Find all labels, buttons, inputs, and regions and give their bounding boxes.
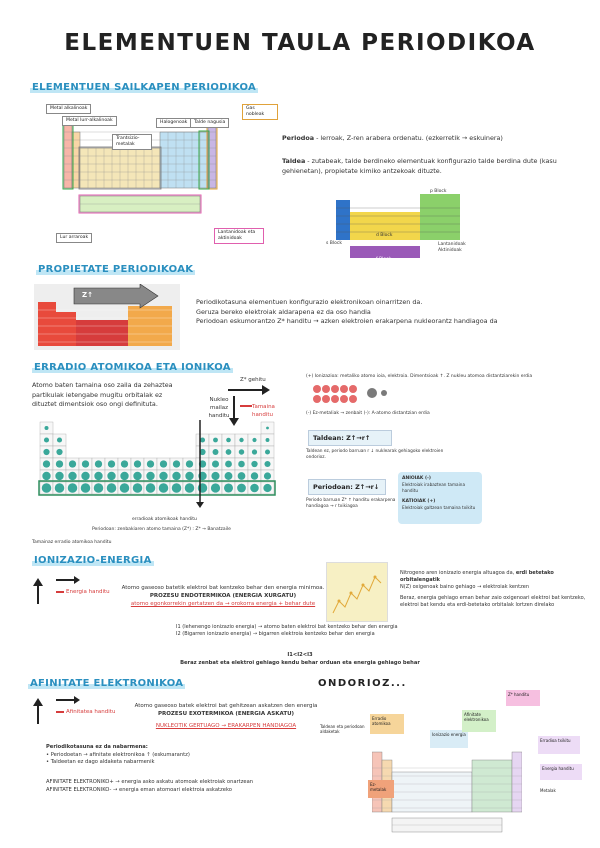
ionization-nitrogen-note [400, 570, 590, 609]
ionization-line-2: PROZESU ENDOTERMIKOA (ENERGIA XURGATU) [149, 593, 297, 599]
radius-dot [68, 472, 76, 480]
radius-dot [95, 460, 102, 467]
affinity-arrow-label: Afinitatea handitu [66, 709, 116, 715]
radius-dot [159, 472, 167, 480]
radius-dot [172, 472, 180, 480]
radius-dot [120, 483, 130, 493]
ionization-arrow-label: Energia handitu [66, 589, 110, 595]
radius-dot [225, 472, 233, 480]
radius-dot [57, 437, 62, 442]
ionization-line-1: Atomo gaseoso batetik elektroi bat kentzeko behar den energia minimoa. [121, 585, 325, 591]
radius-dot [81, 472, 89, 480]
radius-dot [264, 461, 270, 467]
affinity-definition [126, 702, 326, 730]
label-noble-gases: Gas nobleak [242, 104, 278, 120]
group-radius-box: Taldean: Z↑→r↑ [308, 430, 392, 446]
period-radius-box: Periodoan: Z↑→r↓ [308, 479, 386, 495]
period-definition: Periodoa - lerroak, Z-ren arabera ordenatu. (ezkerretik → eskuinera) [282, 134, 503, 142]
radius-dot [239, 438, 243, 442]
properties-text [196, 298, 576, 327]
label-lanthanides: Lantanidoak eta aktinidoak [214, 228, 264, 244]
radius-dot [56, 460, 63, 467]
radius-dot [251, 461, 257, 467]
radius-dot [43, 449, 49, 455]
affinity-line-3: NUKLEOTIK GERTUAGO → ERAKARPEN HANDIAGOA [155, 723, 297, 729]
radius-dot [107, 483, 117, 493]
radius-dot [42, 483, 52, 493]
radius-dot [94, 483, 104, 493]
label-d-block: d Block [376, 233, 393, 238]
summary-note-metals: Metalak [540, 788, 556, 793]
properties-line-2: Geruza bereko elektroiak aldarapena ez da oso handia [196, 307, 371, 316]
nitrogen-line-2: N(Z) oxigenoak baino gehiago → elektroiak kentzen [400, 584, 529, 590]
radius-dot [211, 483, 220, 492]
properties-line-1: Periodikotasuna elementuen konfigurazio elektronikoan oinarritzen da. [196, 298, 423, 306]
summary-panel [316, 676, 584, 840]
page-title: ELEMENTUEN TAULA PERIODIKOA [64, 30, 536, 56]
affinity-line-2: PROZESU EXOTERMIKOA (ENERGIA ASKATU) [157, 711, 295, 717]
radius-dot [94, 472, 102, 480]
radius-dot [266, 427, 269, 430]
nitrogen-line-1: Nitrogeno aren ionizazio energia altuagoa da, [400, 570, 516, 576]
radius-dot [185, 472, 193, 480]
affinity-line-1: Atomo gaseoso batek elektroi bat gehitzean askatzen den energia [134, 703, 318, 709]
label-p-block: p Block [430, 189, 447, 194]
affinity-arrows [30, 694, 130, 730]
ion-diagrams [306, 374, 582, 422]
affinity-def-positive: AFINITATE ELEKTRONIKO+ → energia asko askatu atomoak elektroiak onartzean [46, 779, 254, 785]
radius-dot [238, 461, 245, 468]
radius-dot [211, 472, 219, 480]
summary-heading: ONDORIOZ... [318, 678, 407, 689]
radius-dot [81, 483, 91, 493]
label-rare-earth: Lur arraroak [56, 233, 92, 243]
radius-dot [55, 472, 63, 480]
section-heading-properties: PROPIETATE PERIODIKOAK [38, 264, 194, 275]
radius-dot [212, 460, 219, 467]
label-transition-metals: Trantsizio-metalak [112, 134, 152, 150]
summary-note-zstar: Z* handitu [506, 690, 540, 706]
summary-note-ionization: Ionizazio energia [430, 730, 468, 748]
radius-dot [266, 438, 270, 442]
radius-dot [45, 426, 49, 430]
anion-title: ANIOIAK (-) [402, 476, 431, 481]
radius-dot [68, 483, 78, 493]
classification-periodic-table [46, 102, 278, 244]
radius-dot [237, 484, 246, 493]
ionization-chart-graphic [326, 562, 388, 622]
radius-dot [265, 450, 270, 455]
radius-dot [147, 460, 154, 467]
label-f-block: f Block [376, 257, 392, 262]
radius-dot [159, 483, 169, 493]
radius-dot [120, 472, 128, 480]
label-alkali-metals: Metal alkalinoak [46, 104, 91, 114]
summary-note-radius: Erradio atomikoa [370, 714, 404, 734]
radius-dot [133, 483, 143, 493]
properties-line-3: Periodoan eskumorantzo Z* handitu → azken elektroien erakarpena nukleorantz handiagoa da [196, 317, 498, 325]
label-z-increase: Z* gehitu [240, 377, 266, 383]
group-radius-note: Taldean ez, periodo barruan r ↓ nuklearak gehiagoko elektroien ondorioz. [306, 449, 444, 460]
ionization-rule: I1<I2<I3 [287, 652, 313, 658]
ionization-line-3: atomo egonkorrekin gertatzen da → orokorra energia + behar dute [130, 601, 316, 607]
affinity-definitions [46, 778, 306, 794]
radius-label-3: Tamainaz erradio atomikoa handitu [32, 540, 112, 545]
summary-note-radius-decrease: Erradioa txikitu [538, 736, 580, 754]
affinity-bullet-2: • Taldeetan ez dago aldaketa nabarmenik [46, 759, 155, 765]
radius-label-1: erradioak atomikoak handitu [132, 517, 197, 522]
radius-dot [173, 460, 180, 467]
radius-dot [108, 460, 115, 467]
summary-note-nonmetals: Ez-metalak [368, 780, 394, 798]
radius-dot [226, 449, 232, 455]
radius-dot [55, 483, 65, 493]
section-heading-radius: ERRADIO ATOMIKOA ETA IONIKOA [34, 362, 231, 373]
ion-positive-note: (+) Ionizazioa: metaliko atomo ioia, elektroia. Dimentsioak ↑. Z nukleu atomoa distantziarekin erdia [306, 374, 533, 379]
radius-dot [42, 472, 50, 480]
summary-note-changes: Taldean eta periodoan aldaketak [320, 724, 365, 734]
radius-label-2: Periodoan: zenbakiaren atomo tamaina (Z*) : Z* → Banatzaile [92, 527, 231, 532]
ionization-conclusion: Beraz zenbat eta elektroi gehiago kendu behar orduan eta energia gehiago behar [180, 660, 420, 666]
radius-dot [160, 460, 167, 467]
ionization-level-2: I2 (Bigarren ionizazio energia) → bigarren elektroia kentzeko behar den energia [176, 631, 375, 637]
radius-dot [82, 460, 89, 467]
radius-dot [213, 449, 219, 455]
radius-dot [146, 472, 154, 480]
radius-dot [121, 460, 128, 467]
group-definition: Taldea - zutabeak, talde berdineko elementuak konfigurazio talde berdina dute (kasu gehienetan), propietate kimiko antzekoak dituzte. [282, 157, 557, 175]
anion-cation-box [398, 472, 482, 524]
radius-periodic-table [32, 418, 290, 548]
properties-table-graphic [34, 284, 180, 350]
affinity-periodicity [46, 744, 306, 767]
radius-dot [134, 460, 141, 467]
radius-dot [69, 460, 76, 467]
radius-dot [213, 438, 218, 443]
section-heading-ionization: IONIZAZIO-ENERGIA [34, 555, 152, 566]
label-nucleus-level: Nukleo mailaz handitu [208, 397, 230, 419]
radius-dot [252, 438, 256, 442]
radius-dot [44, 437, 49, 442]
radius-dot [225, 461, 232, 468]
properties-arrow-label: Z↑ [82, 291, 93, 299]
anion-text: Elektroiak irabaztean tamaina handitu [402, 482, 466, 493]
label-size-increase: Tamaina handitu [252, 404, 275, 418]
radius-dot [107, 472, 115, 480]
ionization-levels [176, 624, 406, 638]
ion-negative-note: (-) Ez-metaliak → zenbait (-): A-atomo distantzian erdia [306, 411, 430, 416]
radius-dot [133, 472, 141, 480]
summary-note-energy-increase: Energia handitu [540, 764, 582, 780]
label-alkaline-earth: Metal lurr-alkalinoak [62, 116, 117, 126]
affinity-def-negative: AFINITATE ELEKTRONIKO- → energia eman atomoari elektroia askatzeko [46, 787, 232, 793]
radius-dot [198, 483, 208, 493]
block-diagram [326, 186, 476, 262]
section-heading-classification: ELEMENTUEN SAILKAPEN PERIODIKOA [32, 82, 257, 93]
radius-dot [186, 460, 193, 467]
label-s-block: s Block [326, 241, 342, 246]
affinity-list-title: Periodikotasuna ez da nabarmena: [46, 744, 148, 750]
ionization-definition [118, 584, 328, 608]
summary-note-affinity: Afinitate elektronikoa [462, 710, 496, 732]
section-heading-affinity: AFINITATE ELEKTRONIKOA [30, 678, 184, 689]
radius-dot [172, 483, 182, 493]
radius-dot [185, 483, 195, 493]
cation-text: Elektroiak galtzean tamaina txikitu [402, 505, 476, 510]
label-lanthanides-actinides: Lantanidoak Aktinidoak [438, 242, 466, 253]
nitrogen-line-1b: erdi betetako orbitalengatik [400, 570, 554, 583]
affinity-bullet-1: • Periodoetan → afinitate elektronikoa ↑ (eskumarantz) [46, 751, 190, 758]
radius-dot [56, 449, 62, 455]
radius-dot [263, 484, 271, 492]
nitrogen-line-3: Beraz, energia gehiago eman behar zaio oxigenoari elektroi bat kentzeko, elektroi bat kendu eta erdi-betetako orbitalak lortzen direlako [400, 595, 586, 608]
radius-dot [251, 472, 258, 479]
ionization-arrows [30, 574, 130, 610]
radius-dot [224, 483, 233, 492]
radius-dot [250, 484, 259, 493]
cation-title: KATIOIAK (+) [402, 499, 436, 504]
radius-dot [226, 438, 231, 443]
radius-dot [252, 449, 257, 454]
summary-table-graphic [372, 738, 522, 834]
label-halogens: Halogenoak [156, 118, 191, 128]
radius-arrow-head [196, 502, 204, 508]
ionization-level-1: I1 (lehenengo ionizazio energia) → atomo baten elektroi bat kentzeko behar den energia [176, 624, 398, 630]
period-radius-note: Periodo barruan Z* ↑ handitu erakarpena handiagoa → r txikiagoa [306, 498, 396, 509]
radius-dot [238, 472, 246, 480]
radius-dot [264, 472, 271, 479]
radius-dot [43, 460, 50, 467]
radius-dot [239, 449, 244, 454]
label-main-group: Talde nagusia [190, 118, 229, 128]
radius-intro: Atomo baten tamaina oso zaila da zehaztea partikulak ietengabe mugitu orbitalak ez dituztet dimentsiok oso ongi definituta. [32, 381, 173, 408]
radius-dot [146, 483, 156, 493]
